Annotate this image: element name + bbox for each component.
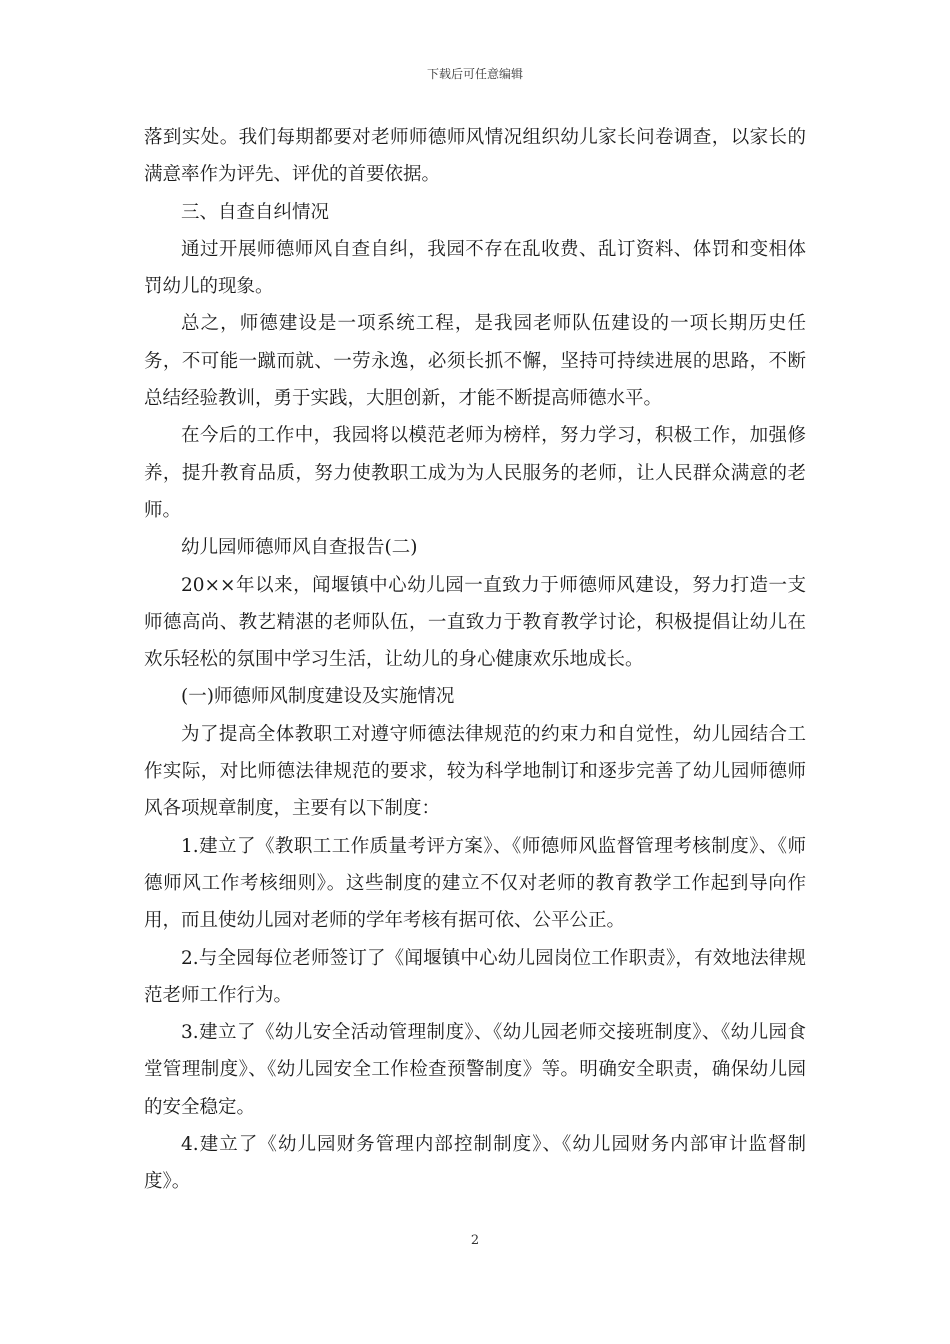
page-header: 下载后可任意编辑 — [426, 67, 523, 81]
paragraph: 三、自查自纠情况 — [181, 201, 330, 223]
paragraph: 3.建立了《幼儿安全活动管理制度》、《幼儿园老师交接班制度》、《幼儿园食堂管理制度》、《幼儿园安全工作检查预警制度》等。明确安全职责，确保幼儿园的安全稳定。 — [144, 1022, 806, 1118]
paragraph: (一)师德师风制度建设及实施情况 — [181, 686, 455, 708]
paragraph: 幼儿园师德师风自查报告(二) — [181, 537, 418, 559]
paragraph: 落到实处。我们每期都要对老师师德师风情况组织幼儿家长问卷调查，以家长的满意率作为评先、评优的首要依据。 — [144, 127, 806, 186]
document-body — [144, 119, 806, 1201]
paragraph: 总之，师德建设是一项系统工程，是我园老师队伍建设的一项长期历史任务，不可能一蹴而就、一劳永逸，必须长抓不懈，坚持可持续进展的思路，不断总结经验教训，勇于实践，大胆创新，才能不断提高师德水平。 — [144, 313, 806, 410]
paragraph: 通过开展师德师风自查自纠，我园不存在乱收费、乱订资料、体罚和变相体罚幼儿的现象。 — [144, 238, 806, 298]
page-number: 2 — [470, 1233, 480, 1248]
paragraph: 在今后的工作中，我园将以模范老师为榜样，努力学习，积极工作，加强修养，提升教育品质，努力使教职工成为为人民服务的老师，让人民群众满意的老师。 — [144, 425, 806, 521]
paragraph: 为了提高全体教职工对遵守师德法律规范的约束力和自觉性，幼儿园结合工作实际，对比师德法律规范的要求，较为科学地制订和逐步完善了幼儿园师德师风各项规章制度，主要有以下制度： — [144, 723, 806, 820]
paragraph: 2.与全园每位老师签订了《闻堰镇中心幼儿园岗位工作职责》，有效地法律规范老师工作行为。 — [144, 947, 806, 1006]
paragraph: 1.建立了《教职工工作质量考评方案》、《师德师风监督管理考核制度》、《师德师风工作考核细则》。这些制度的建立不仅对老师的教育教学工作起到导向作用，而且使幼儿园对老师的学年考核有据可依、公平公正。 — [144, 835, 806, 932]
paragraph: 20××年以来，闻堰镇中心幼儿园一直致力于师德师风建设，努力打造一支师德高尚、教艺精湛的老师队伍，一直致力于教育教学讨论，积极提倡让幼儿在欢乐轻松的氛围中学习生活，让幼儿的身心健康欢乐地成长。 — [144, 574, 806, 671]
paragraph: 4.建立了《幼儿园财务管理内部控制制度》、《幼儿园财务内部审计监督制度》。 — [144, 1134, 806, 1193]
